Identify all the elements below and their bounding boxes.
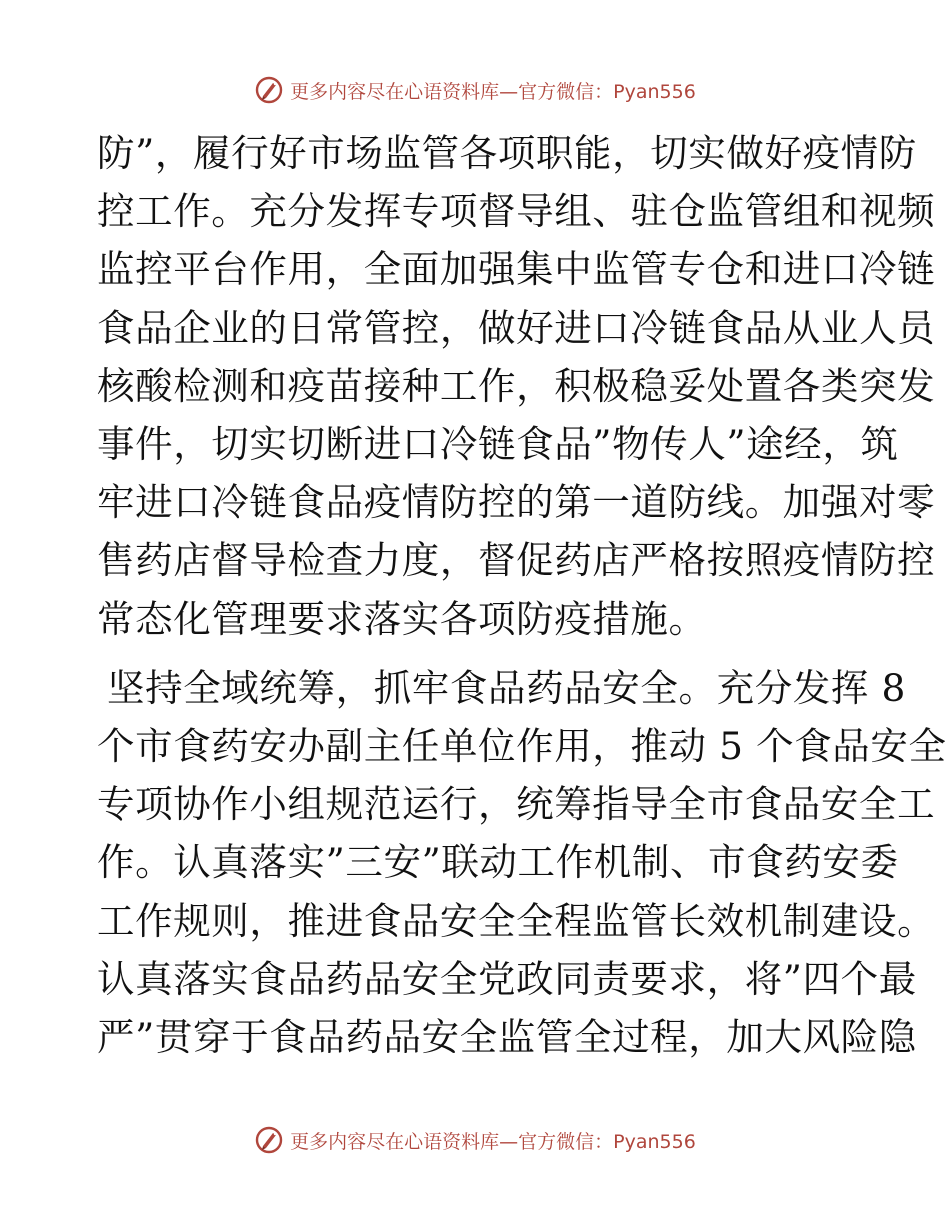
header-separator: — — [499, 80, 519, 103]
text-line: 售药店督导检查力度，督促药店严格按照疫情防控 — [97, 538, 936, 583]
text-line: 牢进口冷链食品疫情防控的第一道防线。加强对零 — [97, 480, 936, 525]
header-banner — [0, 70, 950, 110]
document-body — [97, 124, 947, 1066]
text-line: 作。认真落实”三安”联动工作机制、市食药安委 — [97, 840, 899, 885]
footer-text — [290, 1127, 696, 1154]
header-text — [290, 77, 696, 104]
footer-banner — [0, 1120, 950, 1160]
text-line: 控工作。充分发挥专项督导组、驻仓监管组和视频 — [97, 189, 936, 234]
text-line: 严”贯穿于食品药品安全监管全过程，加大风险隐 — [97, 1015, 917, 1060]
footer-separator: — — [499, 1130, 519, 1153]
header-site-text: 更多内容尽在心语资料库 — [290, 80, 500, 103]
text-line: 防”，履行好市场监管各项职能，切实做好疫情防 — [97, 131, 917, 175]
text-line: 常态化管理要求落实各项防疫措施。 — [97, 596, 707, 641]
text-line: 核酸检测和疫苗接种工作，积极稳妥处置各类突发 — [97, 363, 936, 408]
footer-site-text: 更多内容尽在心语资料库 — [290, 1130, 500, 1153]
paragraph-2 — [97, 659, 947, 1066]
paragraph-1 — [97, 124, 936, 648]
text-line: 坚持全域统筹，抓牢食品药品安全。充分发挥 8 — [107, 665, 906, 710]
text-line: 专项协作小组规范运行，统筹指导全市食品安全工 — [97, 782, 936, 827]
footer-contact-text: 官方微信：Pyan556 — [518, 1130, 696, 1153]
pen-circle-logo-icon — [254, 75, 284, 105]
text-line: 监控平台作用，全面加强集中监管专仓和进口冷链 — [97, 247, 936, 292]
text-line: 工作规则，推进食品安全全程监管长效机制建设。 — [97, 898, 936, 943]
text-line: 个市食药安办副主任单位作用，推动 5 个食品安全 — [97, 724, 947, 769]
pen-circle-logo-icon — [254, 1125, 284, 1155]
header-contact-text: 官方微信：Pyan556 — [518, 80, 696, 103]
text-line: 认真落实食品药品安全党政同责要求，将”四个最 — [97, 956, 917, 1001]
text-line: 食品企业的日常管控，做好进口冷链食品从业人员 — [97, 305, 936, 350]
text-line: 事件，切实切断进口冷链食品”物传人”途经，筑 — [97, 422, 899, 467]
